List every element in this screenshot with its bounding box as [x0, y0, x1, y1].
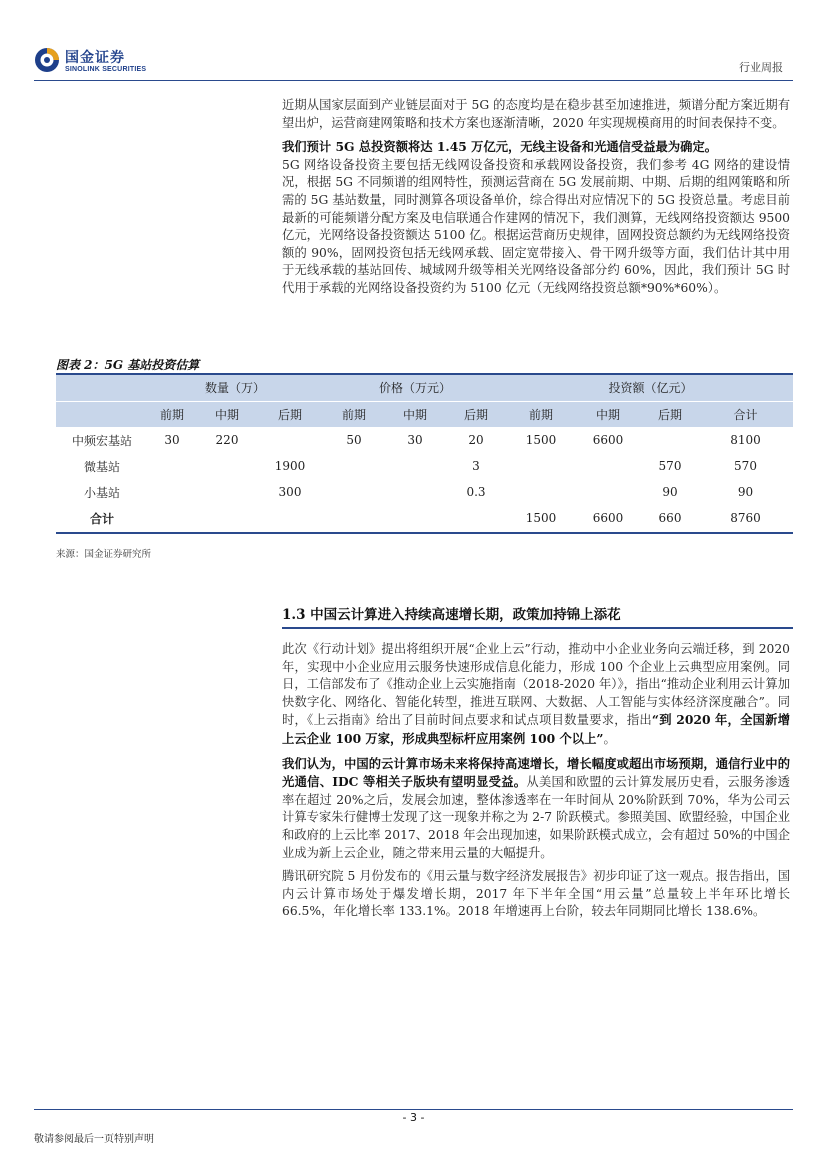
- header-cell: 中期: [574, 401, 642, 427]
- table-cell: [386, 479, 444, 505]
- table-cell: 1500: [525, 433, 557, 447]
- table-cell: [322, 453, 386, 479]
- table-cell: [196, 453, 258, 479]
- bold-run: “到 2020 年，全国新增上云企业 100 万家，形成典型标杆应用案例 100 个以上”: [282, 712, 790, 746]
- text-run: 从美国和欧盟的云计算发展历史看，云服务渗透率在超过 20%之后，发展会加速，整体渗透率在一年时间从 20%阶跃到 70%，华为公司云计算专家朱行健博士发现了这一现象并称之为 2-7 阶跃模式。参照美国、欧盟经验，中国企业和政府的上云比率 2017、2018 年会出现加速，如果阶跃模式成立，会有超过 50%的中国企业成为新上云企业，随之带来用云量的大幅提升。: [282, 775, 790, 860]
- table-total-row: [56, 505, 793, 531]
- page-header: [0, 0, 827, 84]
- company-logo: [34, 47, 154, 77]
- table-cell: 220: [215, 433, 239, 447]
- table-cell: [258, 505, 322, 531]
- table-cell: [574, 479, 642, 505]
- table-cell: [148, 453, 196, 479]
- table-cell: 50: [346, 433, 362, 447]
- paragraph: 5G 网络设备投资主要包括无线网设备投资和承载网设备投资，我们参考 4G 网络的建设情况，根据 5G 不同频谱的组网特性，预测运营商在 5G 发展前期、中期、后期的组网策略和所需的 5G 基站数量，同时测算各项设备单价，综合得出对应情况下的 5G 投资总量。考虑目前最新的可能频谱分配方案及电信联通合作建网的情况下，我们测算，无线网络投资额达 9500 亿元，光网络设备投资额达 5100 亿。根据运营商历史规律，固网投资总额约为无线网络投资额的 90%，固网投资包括无线网承载、固定宽带接入、骨干网升级等方面，我们估计其中用于无线承载的基站回传、城域网升级等相关光网络设备部分约 60%，因此，我们预计 5G 时代用于承载的光网络设备投资约为 5100 亿元（无线网络投资总额*90%*60%）。: [282, 157, 790, 295]
- row-label: 小基站: [83, 485, 120, 500]
- header-cell: 中期: [386, 401, 444, 427]
- header-cell-empty: [56, 401, 148, 427]
- row-label: 合计: [89, 511, 114, 526]
- footer-divider: [34, 1109, 793, 1110]
- text-run: 。: [603, 731, 616, 746]
- table-cell: 0.3: [466, 485, 486, 499]
- paragraph: 近期从国家层面到产业链层面对于 5G 的态度均是在稳步甚至加速推进，频谱分配方案近期有望出炉，运营商建网策略和技术方案也逐渐清晰，2020 年实现规模商用的时间表保持不变。: [282, 98, 790, 130]
- table-cell: [322, 505, 386, 531]
- table-cell: [196, 505, 258, 531]
- section-divider: [282, 627, 793, 629]
- section-heading: 1.3 中国云计算进入持续高速增长期，政策加持锦上添花: [282, 607, 621, 623]
- paragraph: [282, 755, 790, 863]
- table-cell: 8760: [730, 511, 761, 525]
- header-cell: 投资额（亿元）: [508, 375, 793, 401]
- table-cell: [508, 479, 574, 505]
- row-label: 中频宏基站: [71, 433, 132, 448]
- report-type-label: 行业周报: [739, 61, 783, 74]
- table-cell: [444, 505, 508, 531]
- table-cell: 3: [472, 459, 480, 473]
- table-cell: 90: [662, 485, 678, 499]
- table-cell: 6600: [592, 433, 624, 447]
- table-sub-header-row: [56, 401, 793, 427]
- header-cell: 前期: [148, 401, 196, 427]
- table-row: [56, 479, 793, 505]
- table-cell: 570: [658, 459, 682, 473]
- logo-mark-icon: [34, 47, 60, 73]
- table-cell: [322, 479, 386, 505]
- table-cell: 30: [164, 433, 180, 447]
- table-cell: 300: [278, 485, 302, 499]
- table-cell: 1500: [525, 511, 557, 525]
- table-cell: [642, 427, 698, 453]
- table-cell: [148, 479, 196, 505]
- investment-table: [56, 375, 793, 531]
- table-cell: 30: [407, 433, 423, 447]
- table-cell: [196, 479, 258, 505]
- table-cell: 8100: [730, 433, 761, 447]
- header-cell: 后期: [642, 401, 698, 427]
- figure-title: 图表 2：5G 基站投资估算: [56, 358, 200, 372]
- table-cell: 20: [468, 433, 484, 447]
- cloud-text-block: [282, 641, 790, 927]
- paragraph: [282, 641, 790, 749]
- header-cell: 前期: [508, 401, 574, 427]
- table-cell: [574, 453, 642, 479]
- figure-bottom-rule: [56, 532, 793, 534]
- disclaimer-note: 敬请参阅最后一页特别声明: [34, 1134, 154, 1145]
- table-cell: 90: [737, 485, 754, 499]
- table-group-header-row: [56, 375, 793, 401]
- table-cell: 6600: [592, 511, 624, 525]
- table-cell: 660: [658, 511, 682, 525]
- table-row: [56, 453, 793, 479]
- header-cell: 后期: [444, 401, 508, 427]
- table-cell: [386, 453, 444, 479]
- table-cell: [148, 505, 196, 531]
- header-cell: 价格（万元）: [322, 375, 508, 401]
- header-cell-empty: [56, 375, 148, 401]
- bold-lead: 我们认为，中国的云计算市场未来将保持高速增长，增长幅度或超出市场预期，通信行业中的光通信、IDC 等相关子版块有望明显受益。: [282, 755, 790, 790]
- intro-text-block: [282, 97, 790, 304]
- table-cell: [386, 505, 444, 531]
- header-divider: [34, 80, 793, 81]
- header-cell: 后期: [258, 401, 322, 427]
- table-cell: 570: [734, 459, 757, 473]
- table-cell: [258, 427, 322, 453]
- header-cell: 数量（万）: [148, 375, 322, 401]
- table-cell: [508, 453, 574, 479]
- header-cell: 前期: [322, 401, 386, 427]
- table-row: [56, 427, 793, 453]
- paragraph: 腾讯研究院 5 月份发布的《用云量与数字经济发展报告》初步印证了这一观点。报告指出，国内云计算市场处于爆发增长期，2017 年下半年全国“用云量”总量较上半年环比增长 66.5%，年化增长率 133.1%。2018 年增速再上台阶，较去年同期同比增长 138.6%。: [282, 869, 790, 919]
- row-label: 微基站: [83, 459, 120, 474]
- logo-cn-text: 国金证券: [65, 50, 125, 66]
- figure-source: 来源：国金证券研究所: [56, 549, 152, 560]
- bold-lead: 我们预计 5G 总投资额将达 1.45 万亿元，无线主设备和光通信受益最为确定。: [282, 139, 718, 155]
- paragraph-bold: [282, 138, 790, 157]
- table-cell: 1900: [274, 459, 306, 473]
- page-number: - 3 -: [402, 1111, 425, 1124]
- header-cell: 中期: [196, 401, 258, 427]
- header-cell: 合计: [698, 401, 793, 427]
- logo-en-text: SINOLINK SECURITIES: [65, 66, 147, 73]
- text-run: 此次《行动计划》提出将组织开展“企业上云”行动，推动中小企业业务向云端迁移，到 2020 年，实现中小企业应用云服务快速形成信息化能力，形成 100 个企业上云典型应用案例。同日，工信部发布了《推动企业上云实施指南（2018-2020 年）》，指出“推动企业利用云计算加快数字化、网络化、智能化转型，推进互联网、大数据、人工智能与实体经济深度融合”。同时，《上云指南》给出了目前时间点要求和试点项目数量要求，指出: [282, 642, 790, 728]
